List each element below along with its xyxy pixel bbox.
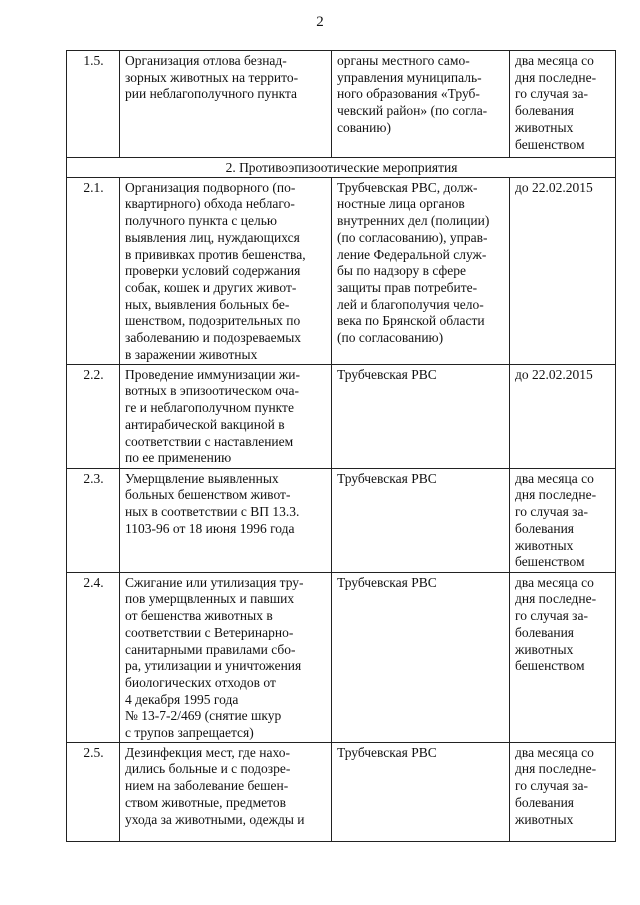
- section-header-row: [67, 158, 616, 178]
- deadline: до 22.02.2015: [510, 177, 616, 364]
- item-number: 2.1.: [67, 177, 120, 364]
- measure-name: Дезинфекция мест, где нахо- дились больные и с подозре- нием на заболевание бешен- ством животные, предметов ухода за животными, одежды и: [120, 742, 332, 841]
- item-number: 2.3.: [67, 468, 120, 572]
- table-row: [67, 742, 616, 841]
- measure-name: Умерщвление выявленных больных бешенством живот- ных в соответствии с ВП 13.3. 1103-96 от 18 июня 1996 года: [120, 468, 332, 572]
- deadline: два месяца со дня последне- го случая за- болевания животных: [510, 742, 616, 841]
- responsible: Трубчевская РВС: [332, 572, 510, 742]
- table-row: [67, 51, 616, 158]
- responsible: Трубчевская РВС: [332, 468, 510, 572]
- deadline: до 22.02.2015: [510, 364, 616, 468]
- item-number: 1.5.: [67, 51, 120, 158]
- item-number: 2.5.: [67, 742, 120, 841]
- item-number: 2.4.: [67, 572, 120, 742]
- page-number: 2: [316, 14, 324, 30]
- responsible: Трубчевская РВС: [332, 742, 510, 841]
- table-row: [67, 572, 616, 742]
- table-row: [67, 468, 616, 572]
- deadline: два месяца со дня последне- го случая за- болевания животных бешенством: [510, 51, 616, 158]
- deadline: два месяца со дня последне- го случая за- болевания животных бешенством: [510, 468, 616, 572]
- measure-name: Сжигание или утилизация тру- пов умерщвленных и павших от бешенства животных в соответствии с Ветеринарно- санитарными правилами сбо- ра, утилизации и уничтожения биологических отходов от 4 декабря 1995 года № 13-7-2/469 (снятие шкур с трупов запрещается): [120, 572, 332, 742]
- measure-name: Организация отлова безнад- зорных животных на террито- рии неблагополучного пункта: [120, 51, 332, 158]
- table-row: [67, 177, 616, 364]
- section-title: 2. Противоэпизоотические мероприятия: [67, 158, 616, 178]
- measures-table: [66, 50, 616, 842]
- table-row: [67, 364, 616, 468]
- measure-name: Организация подворного (по- квартирного) обхода неблаго- получного пункта с целью выявления лиц, нуждающихся в прививках против бешенства, проверки условий содержания собак, кошек и других живот- ных, выявления больных бе- шенством, подозрительных по заболеванию и подозреваемых в заражении животных: [120, 177, 332, 364]
- deadline: два месяца со дня последне- го случая за- болевания животных бешенством: [510, 572, 616, 742]
- responsible: органы местного само- управления муниципаль- ного образования «Труб- чевский район» (по согла- сованию): [332, 51, 510, 158]
- responsible: Трубчевская РВС, долж- ностные лица органов внутренних дел (полиции) (по согласованию), управ- ление Федеральной служ- бы по надзору в сфере защиты прав потребите- лей и благополучия чело- века по Брянской области (по согласованию): [332, 177, 510, 364]
- item-number: 2.2.: [67, 364, 120, 468]
- responsible: Трубчевская РВС: [332, 364, 510, 468]
- measure-name: Проведение иммунизации жи- вотных в эпизоотическом оча- ге и неблагополучном пункте антирабической вакциной в соответствии с наставлением по ее применению: [120, 364, 332, 468]
